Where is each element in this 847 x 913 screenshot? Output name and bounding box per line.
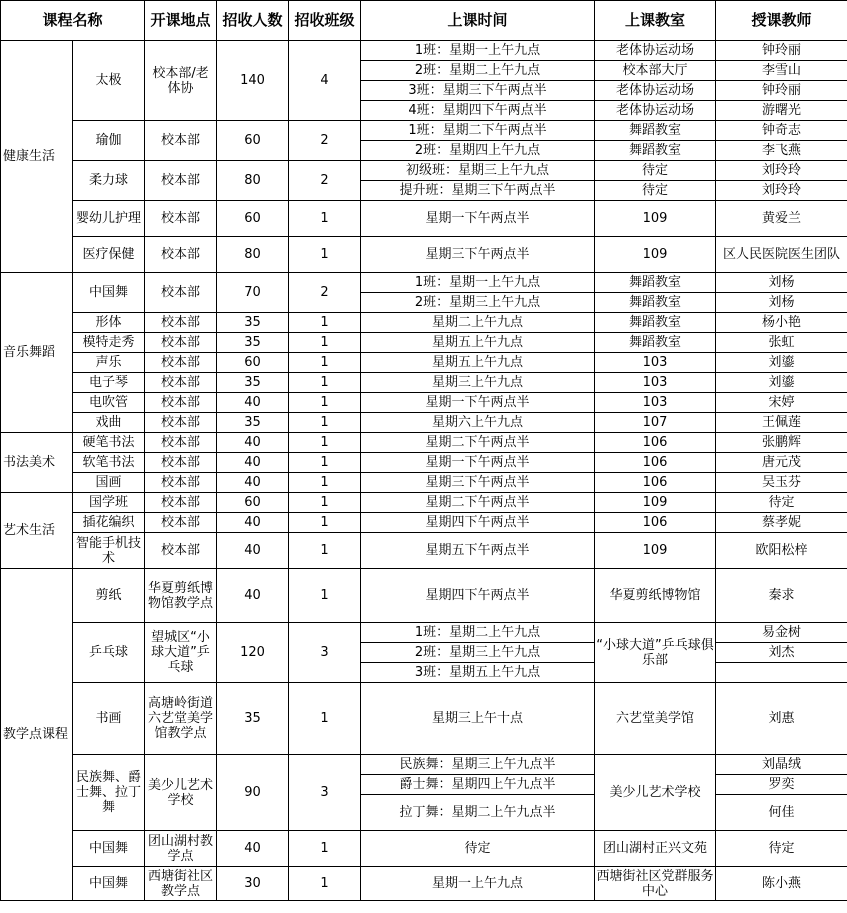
location-cell: 团山湖村教学点	[145, 831, 217, 867]
teacher-cell: 张鹏辉	[716, 433, 847, 453]
location-cell: 校本部	[145, 201, 217, 237]
location-cell: 华夏剪纸博物馆教学点	[145, 569, 217, 623]
course-name-cell: 软笔书法	[73, 453, 145, 473]
enroll-count-cell: 35	[217, 373, 289, 393]
class-count-cell: 1	[289, 353, 361, 373]
course-name-cell: 智能手机技术	[73, 533, 145, 569]
time-cell: 星期一下午两点半	[361, 453, 595, 473]
enroll-count-cell: 40	[217, 569, 289, 623]
room-cell: 109	[595, 493, 716, 513]
category-cell: 健康生活	[1, 41, 73, 273]
time-cell: 提升班：星期三下午两点半	[361, 181, 595, 201]
enroll-count-cell: 35	[217, 333, 289, 353]
enroll-count-cell: 40	[217, 533, 289, 569]
time-cell: 2班：星期四上午九点	[361, 141, 595, 161]
table-row	[1, 373, 847, 393]
time-cell: 1班：星期二上午九点	[361, 623, 595, 643]
course-name-cell: 电子琴	[73, 373, 145, 393]
location-cell: 校本部/老体协	[145, 41, 217, 121]
location-cell: 校本部	[145, 413, 217, 433]
class-count-cell: 1	[289, 237, 361, 273]
room-cell: 美少儿艺术学校	[595, 755, 716, 831]
header-course-name: 课程名称	[1, 1, 145, 41]
time-cell: 星期五下午两点半	[361, 533, 595, 569]
teacher-cell: 刘杨	[716, 273, 847, 293]
teacher-cell: 欧阳松梓	[716, 533, 847, 569]
enroll-count-cell: 60	[217, 493, 289, 513]
teacher-cell: 刘鎏	[716, 373, 847, 393]
course-name-cell: 国画	[73, 473, 145, 493]
room-cell: 舞蹈教室	[595, 293, 716, 313]
class-count-cell: 2	[289, 121, 361, 161]
time-cell: 星期五上午九点	[361, 353, 595, 373]
room-cell: 老体协运动场	[595, 41, 716, 61]
course-name-cell: 太极	[73, 41, 145, 121]
time-cell: 星期三上午九点	[361, 373, 595, 393]
course-name-cell: 书画	[73, 683, 145, 755]
room-cell: 舞蹈教室	[595, 333, 716, 353]
course-name-cell: 剪纸	[73, 569, 145, 623]
teacher-cell	[716, 663, 847, 683]
table-row	[1, 569, 847, 623]
header-enroll: 招收人数	[217, 1, 289, 41]
header-time: 上课时间	[361, 1, 595, 41]
class-count-cell: 4	[289, 41, 361, 121]
teacher-cell: 刘杰	[716, 643, 847, 663]
room-cell: 103	[595, 393, 716, 413]
class-count-cell: 1	[289, 453, 361, 473]
course-name-cell: 硬笔书法	[73, 433, 145, 453]
teacher-cell: 刘玲玲	[716, 161, 847, 181]
enroll-count-cell: 80	[217, 161, 289, 201]
enroll-count-cell: 40	[217, 393, 289, 413]
time-cell: 1班：星期一上午九点	[361, 41, 595, 61]
enroll-count-cell: 60	[217, 353, 289, 373]
table-body	[1, 41, 847, 901]
room-cell: 舞蹈教室	[595, 141, 716, 161]
teacher-cell: 王佩莲	[716, 413, 847, 433]
time-cell: 星期四下午两点半	[361, 569, 595, 623]
header-teacher: 授课教师	[716, 1, 847, 41]
location-cell: 美少儿艺术学校	[145, 755, 217, 831]
table-row	[1, 867, 847, 901]
table-row	[1, 353, 847, 373]
location-cell: 西塘街社区教学点	[145, 867, 217, 901]
teacher-cell: 易金树	[716, 623, 847, 643]
room-cell: 103	[595, 353, 716, 373]
room-cell: 109	[595, 201, 716, 237]
table-row	[1, 201, 847, 237]
table-row	[1, 41, 847, 61]
class-count-cell: 1	[289, 413, 361, 433]
class-count-cell: 1	[289, 513, 361, 533]
room-cell: 待定	[595, 181, 716, 201]
course-name-cell: 医疗保健	[73, 237, 145, 273]
class-count-cell: 1	[289, 333, 361, 353]
header-classes: 招收班级	[289, 1, 361, 41]
room-cell: 六艺堂美学馆	[595, 683, 716, 755]
class-count-cell: 1	[289, 473, 361, 493]
time-cell: 1班：星期二下午两点半	[361, 121, 595, 141]
time-cell: 3班：星期三下午两点半	[361, 81, 595, 101]
enroll-count-cell: 40	[217, 831, 289, 867]
course-name-cell: 形体	[73, 313, 145, 333]
header-room: 上课教室	[595, 1, 716, 41]
location-cell: 校本部	[145, 373, 217, 393]
location-cell: 校本部	[145, 353, 217, 373]
enroll-count-cell: 60	[217, 121, 289, 161]
location-cell: 望城区“小球大道”乒乓球	[145, 623, 217, 683]
room-cell: 106	[595, 453, 716, 473]
class-count-cell: 1	[289, 867, 361, 901]
course-name-cell: 声乐	[73, 353, 145, 373]
enroll-count-cell: 40	[217, 453, 289, 473]
time-cell: 2班：星期三上午九点	[361, 643, 595, 663]
location-cell: 校本部	[145, 393, 217, 413]
header-location: 开课地点	[145, 1, 217, 41]
teacher-cell: 待定	[716, 493, 847, 513]
class-count-cell: 1	[289, 569, 361, 623]
class-count-cell: 1	[289, 683, 361, 755]
teacher-cell: 钟玲丽	[716, 41, 847, 61]
time-cell: 星期三上午十点	[361, 683, 595, 755]
teacher-cell: 钟玲丽	[716, 81, 847, 101]
time-cell: 星期一下午两点半	[361, 201, 595, 237]
time-cell: 2班：星期二上午九点	[361, 61, 595, 81]
location-cell: 校本部	[145, 273, 217, 313]
teacher-cell: 宋婷	[716, 393, 847, 413]
teacher-cell: 张虹	[716, 333, 847, 353]
enroll-count-cell: 40	[217, 433, 289, 453]
class-count-cell: 1	[289, 493, 361, 513]
table-row	[1, 161, 847, 181]
time-cell: 拉丁舞：星期二上午九点半	[361, 795, 595, 831]
teacher-cell: 游曙光	[716, 101, 847, 121]
course-name-cell: 国学班	[73, 493, 145, 513]
course-name-cell: 插花编织	[73, 513, 145, 533]
class-count-cell: 1	[289, 313, 361, 333]
room-cell: 老体协运动场	[595, 101, 716, 121]
enroll-count-cell: 80	[217, 237, 289, 273]
room-cell: 103	[595, 373, 716, 393]
room-cell: 109	[595, 237, 716, 273]
room-cell: 华夏剪纸博物馆	[595, 569, 716, 623]
location-cell: 校本部	[145, 533, 217, 569]
room-cell: 老体协运动场	[595, 81, 716, 101]
location-cell: 校本部	[145, 473, 217, 493]
class-count-cell: 2	[289, 161, 361, 201]
enroll-count-cell: 35	[217, 413, 289, 433]
table-row	[1, 831, 847, 867]
enroll-count-cell: 70	[217, 273, 289, 313]
teacher-cell: 李雪山	[716, 61, 847, 81]
room-cell: 舞蹈教室	[595, 313, 716, 333]
table-row	[1, 333, 847, 353]
teacher-cell: 秦求	[716, 569, 847, 623]
location-cell: 校本部	[145, 433, 217, 453]
course-name-cell: 民族舞、爵士舞、拉丁舞	[73, 755, 145, 831]
time-cell: 2班：星期三上午九点	[361, 293, 595, 313]
location-cell: 校本部	[145, 161, 217, 201]
table-row	[1, 755, 847, 775]
table-row	[1, 453, 847, 473]
location-cell: 校本部	[145, 313, 217, 333]
teacher-cell: 罗奕	[716, 775, 847, 795]
enroll-count-cell: 90	[217, 755, 289, 831]
table-row	[1, 623, 847, 643]
teacher-cell: 何佳	[716, 795, 847, 831]
room-cell: 109	[595, 533, 716, 569]
room-cell: 校本部大厅	[595, 61, 716, 81]
enroll-count-cell: 35	[217, 683, 289, 755]
teacher-cell: 刘玲玲	[716, 181, 847, 201]
enroll-count-cell: 120	[217, 623, 289, 683]
teacher-cell: 杨小艳	[716, 313, 847, 333]
class-count-cell: 1	[289, 533, 361, 569]
teacher-cell: 刘惠	[716, 683, 847, 755]
time-cell: 1班：星期一上午九点	[361, 273, 595, 293]
category-cell: 书法美术	[1, 433, 73, 493]
room-cell: 舞蹈教室	[595, 121, 716, 141]
enroll-count-cell: 35	[217, 313, 289, 333]
table-row	[1, 121, 847, 141]
enroll-count-cell: 40	[217, 473, 289, 493]
category-cell: 艺术生活	[1, 493, 73, 569]
room-cell: 西塘街社区党群服务中心	[596, 868, 714, 899]
teacher-cell: 刘晶绒	[716, 755, 847, 775]
teacher-cell: 钟奇志	[716, 121, 847, 141]
table-row	[1, 237, 847, 273]
location-cell: 校本部	[145, 333, 217, 353]
time-cell: 星期五上午九点	[361, 333, 595, 353]
time-cell: 星期一下午两点半	[361, 393, 595, 413]
location-cell: 校本部	[145, 493, 217, 513]
enroll-count-cell: 40	[217, 513, 289, 533]
table-row	[1, 273, 847, 293]
class-count-cell: 1	[289, 201, 361, 237]
teacher-cell: 黄爱兰	[716, 201, 847, 237]
time-cell: 4班：星期四下午两点半	[361, 101, 595, 121]
room-cell: “小球大道”乒乓球俱乐部	[595, 623, 716, 683]
class-count-cell: 3	[289, 755, 361, 831]
class-count-cell: 3	[289, 623, 361, 683]
table-row	[1, 493, 847, 513]
course-name-cell: 中国舞	[73, 867, 145, 901]
course-name-cell: 婴幼儿护理	[73, 201, 145, 237]
time-cell: 星期二上午九点	[361, 313, 595, 333]
room-cell: 106	[595, 473, 716, 493]
table-row	[1, 473, 847, 493]
teacher-cell: 待定	[716, 831, 847, 867]
room-cell: 舞蹈教室	[595, 273, 716, 293]
time-cell: 星期四下午两点半	[361, 513, 595, 533]
time-cell: 星期三下午两点半	[361, 473, 595, 493]
table-row	[1, 313, 847, 333]
course-name-cell: 模特走秀	[73, 333, 145, 353]
teacher-cell: 刘杨	[716, 293, 847, 313]
class-count-cell: 1	[289, 373, 361, 393]
category-cell: 音乐舞蹈	[1, 273, 73, 433]
time-cell: 初级班：星期三上午九点	[361, 161, 595, 181]
time-cell: 星期六上午九点	[361, 413, 595, 433]
location-cell: 高塘岭街道六艺堂美学馆教学点	[145, 683, 217, 755]
enroll-count-cell: 140	[217, 41, 289, 121]
room-cell: 待定	[595, 161, 716, 181]
course-name-cell: 中国舞	[73, 273, 145, 313]
location-cell: 校本部	[145, 121, 217, 161]
time-cell: 待定	[361, 831, 595, 867]
teacher-cell: 唐元茂	[716, 453, 847, 473]
enroll-count-cell: 30	[217, 867, 289, 901]
teacher-cell: 刘鎏	[716, 353, 847, 373]
table-row	[1, 533, 847, 569]
header-row	[1, 1, 847, 41]
table-row	[1, 413, 847, 433]
room-cell: 106	[595, 513, 716, 533]
time-cell: 民族舞：星期三上午九点半	[361, 755, 595, 775]
teacher-cell: 陈小燕	[716, 867, 847, 901]
category-cell: 教学点课程	[1, 569, 73, 901]
time-cell: 星期二下午两点半	[361, 493, 595, 513]
course-name-cell: 中国舞	[73, 831, 145, 867]
location-cell: 校本部	[145, 453, 217, 473]
class-count-cell: 1	[289, 393, 361, 413]
course-name-cell: 瑜伽	[73, 121, 145, 161]
time-cell: 星期一上午九点	[361, 867, 595, 901]
time-cell: 星期三下午两点半	[361, 237, 595, 273]
class-count-cell: 1	[289, 433, 361, 453]
class-count-cell: 2	[289, 273, 361, 313]
room-cell: 107	[595, 413, 716, 433]
course-name-cell: 乒乓球	[73, 623, 145, 683]
location-cell: 校本部	[145, 513, 217, 533]
time-cell: 3班：星期五上午九点	[361, 663, 595, 683]
enroll-count-cell: 60	[217, 201, 289, 237]
teacher-cell: 吴玉芬	[716, 473, 847, 493]
course-name-cell: 电吹管	[73, 393, 145, 413]
time-cell: 星期二下午两点半	[361, 433, 595, 453]
room-cell: 团山湖村正兴文苑	[595, 831, 716, 867]
class-count-cell: 1	[289, 831, 361, 867]
course-name-cell: 柔力球	[73, 161, 145, 201]
teacher-cell: 李飞燕	[716, 141, 847, 161]
time-cell: 爵士舞：星期四上午九点半	[361, 775, 595, 795]
teacher-cell: 蔡孝妮	[716, 513, 847, 533]
table-row	[1, 433, 847, 453]
table-row	[1, 513, 847, 533]
table-row	[1, 683, 847, 755]
room-cell: 106	[595, 433, 716, 453]
teacher-cell: 区人民医院医生团队	[716, 237, 847, 273]
course-name-cell: 戏曲	[73, 413, 145, 433]
location-cell: 校本部	[145, 237, 217, 273]
table-row	[1, 393, 847, 413]
